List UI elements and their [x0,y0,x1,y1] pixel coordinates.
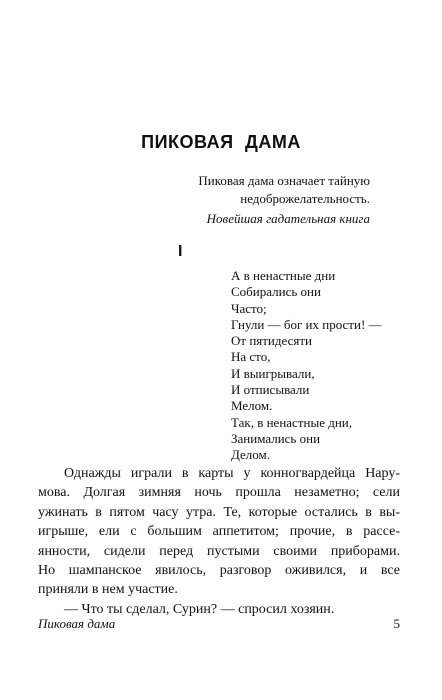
poem-line: Так, в ненастные дни, [231,414,352,430]
prose-line: ужинать в пятом часу утра. Те, которые остались в вы- [38,504,400,520]
poem-line: И отписывали [231,382,310,398]
poem-line: Занимались они [231,430,321,446]
poem-line: На сто, [231,349,271,365]
story-title: ПИКОВАЯ ДАМА [141,132,301,152]
prose-line: приняли в нем участие. [38,582,178,598]
epigraph [130,172,370,228]
prose-line: игрыше, ели с большим аппетитом; прочие, в рассе- [38,524,400,540]
poem-line: Делом. [231,447,271,463]
poem [231,268,382,464]
poem-line: А в ненастные дни [231,268,336,283]
poem-line: От пятидесяти [231,333,312,349]
poem-line: Гнули — бог их прости! — [231,316,382,332]
poem-line: И выигрывали, [231,365,315,381]
epigraph-line-2: недоброжелательность. [240,191,370,206]
running-title: Пиковая дама [38,616,116,631]
poem-line: Часто; [231,300,267,316]
epigraph-line-1: Пиковая дама означает тайную [198,173,370,188]
prose-body [38,464,400,619]
poem-line: Мелом. [231,398,273,414]
prose-line: — Что ты сделал, Сурин? — спросил хозяин. [64,601,335,617]
epigraph-source: Новейшая гадательная книга [206,211,370,226]
prose-line: янности, сидели перед пустыми своими приборами. [38,543,400,559]
prose-line: Но шампанское явилось, разговор оживился, и все [38,563,400,579]
poem-line: Собирались они [231,284,321,300]
prose-line: мова. Долгая зимняя ночь прошла незаметно; сели [38,485,400,501]
prose-line: Однажды играли в карты у конногвардейца Нару- [64,466,400,481]
chapter-number: I [178,243,183,260]
page-number: 5 [393,616,400,631]
